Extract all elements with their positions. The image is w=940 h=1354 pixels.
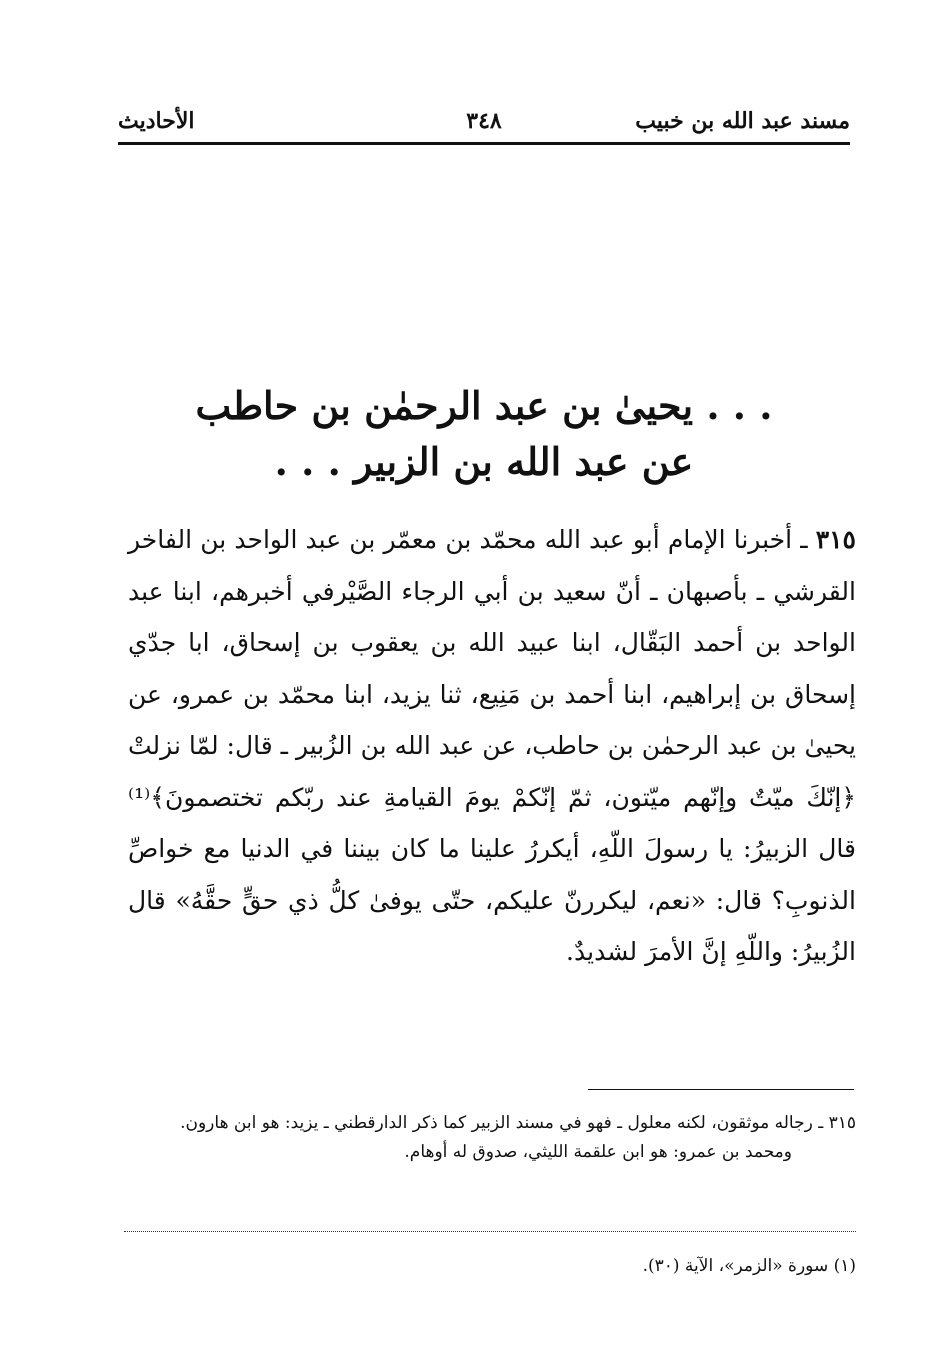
takhrij-footnote-line-1: ٣١٥ ـ رجاله موثقون، لكنه معلول ـ فهو في مسند الزبير كما ذكر الدارقطني ـ يزيد: هو ابن هارون. — [180, 1113, 856, 1133]
takhrij-footnote — [124, 1109, 856, 1167]
section-title-line-2: عن عبد الله بن الزبير . . . — [274, 439, 694, 484]
hadith-paragraph — [128, 514, 856, 978]
section-title-line-1: . . . يحيىٰ بن عبد الرحمٰن بن حاطب — [195, 383, 773, 428]
page-number: ٣٤٨ — [466, 108, 502, 134]
running-title-left: الأحاديث — [118, 108, 195, 134]
hadith-text: ـ أخبرنا الإمام أبو عبد الله محمّد بن معمّر بن عبد الواحد بن الفاخر القرشي ـ بأصبهان ـ أنّ سعيد بن أبي الرجاء الصَّيْرفي أخبرهم، ابنا عبد الواحد بن أحمد البَقّال، ابنا عبيد الله بن يعقوب بن إسحاق، ابا جدّي إسحاق بن إبراهيم، ابنا أحمد بن مَنِيع، ثنا يزيد، ابنا محمّد بن عمرو، عن يحيىٰ بن عبد الرحمٰن بن حاطب، عن عبد الله بن الزُبير ـ قال: لمّا نزلتْ ﴿إنّكَ ميّتٌ وإنّهم ميّتون، ثمّ إنّكمْ يومَ القيامةِ عند ربّكم تختصمونَ﴾⁽¹⁾ قال الزبيرُ: يا رسولَ اللّهِ، أيكررُ علينا ما كان بيننا في الدنيا مع خواصِّ الذنوبِ؟ قال: «نعم، ليكررنّ عليكم، حتّى يوفىٰ كلُّ ذي حقٍّ حقَّهُ» قال الزُبيرُ: واللّهِ إنَّ الأمرَ لشديدٌ. — [128, 525, 856, 966]
running-title-right: مسند عبد الله بن خبيب — [635, 108, 850, 134]
page-header — [118, 108, 850, 145]
hadith-number: ٣١٥ — [815, 525, 856, 554]
quran-reference-footnote: (١) سورة «الزمر»، الآية (٣٠). — [642, 1256, 856, 1276]
footnote-dotted-separator — [124, 1231, 856, 1232]
footnote-separator — [588, 1089, 854, 1090]
takhrij-footnote-line-2: ومحمد بن عمرو: هو ابن علقمة الليثي، صدوق له أوهام. — [404, 1142, 792, 1162]
